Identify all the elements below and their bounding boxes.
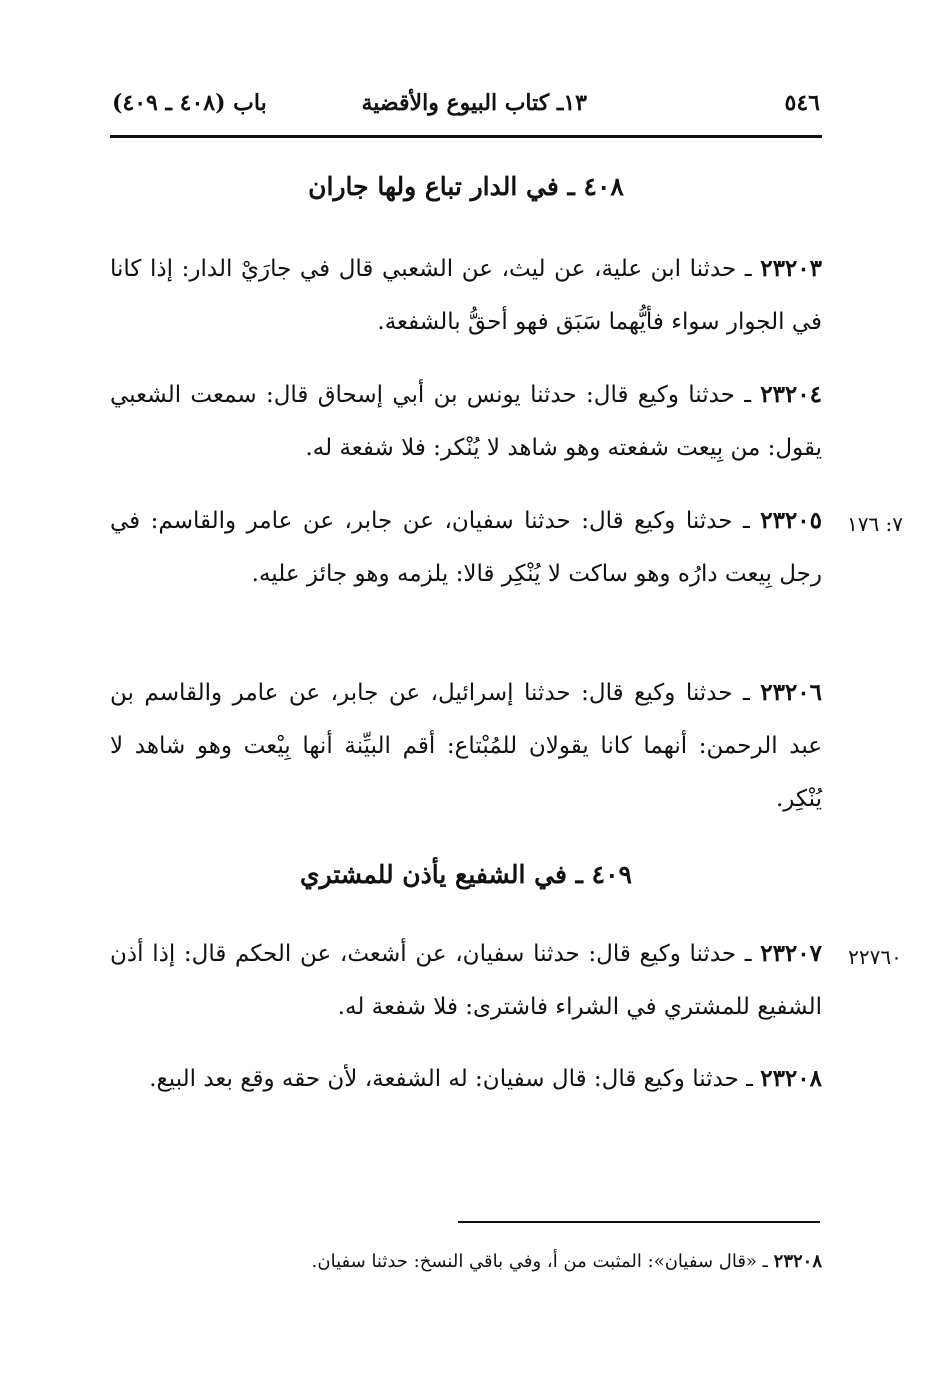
- hadith-paragraph: [110, 1052, 822, 1106]
- hadith-paragraph: [110, 666, 822, 826]
- book-title: ١٣ـ كتاب البيوع والأقضية: [361, 90, 587, 116]
- margin-reference: ٢٢٧٦٠: [848, 945, 902, 969]
- header-rule: [110, 135, 822, 138]
- section-title: ـ في الشفيع يأذن للمشتري: [300, 860, 592, 889]
- hadith-text: ـ حدثنا ابن علية، عن ليث، عن الشعبي قال في جارَيْ الدار: إذا كانا في الجوار سواء فأيُّهما سَبَق فهو أحقُّ بالشفعة.: [110, 256, 822, 335]
- running-header: [110, 88, 822, 128]
- section-number: ٤٠٨: [583, 172, 624, 201]
- hadith-text: ـ حدثنا وكيع قال: قال سفيان: له الشفعة، لأن حقه وقع بعد البيع.: [149, 1066, 761, 1092]
- hadith-text: ـ حدثنا وكيع قال: حدثنا سفيان، عن أشعث، عن الحكم قال: إذا أذن الشفيع للمشتري في الشراء فاشترى: فلا شفعة له.: [110, 941, 822, 1020]
- section-title: ـ في الدار تباع ولها جاران: [308, 172, 584, 201]
- hadith-text: ـ حدثنا وكيع قال: حدثنا سفيان، عن جابر، عن عامر والقاسم: في رجل بِيعت دارُه وهو ساكت لا يُنْكِر قالا: يلزمه وهو جائز عليه.: [110, 508, 822, 587]
- hadith-number: ٢٣٢٠٨: [760, 1065, 822, 1092]
- section-heading-409: [110, 860, 822, 889]
- section-number: ٤٠٩: [591, 860, 632, 889]
- footnote-rule: [458, 1221, 820, 1223]
- footnote-number: ٢٣٢٠٨: [773, 1251, 822, 1272]
- hadith-text: ـ حدثنا وكيع قال: حدثنا إسرائيل، عن جابر، عن عامر والقاسم بن عبد الرحمن: أنهما كانا يقولان للمُبْتاع: أقم البيِّنة أنها بِيْعت وهو شاهد لا يُنْكِر.: [110, 680, 822, 812]
- hadith-paragraph: [110, 242, 822, 349]
- hadith-paragraph: [110, 494, 822, 601]
- hadith-number: ٢٣٢٠٧: [760, 940, 822, 967]
- bab-range: باب (٤٠٨ ـ ٤٠٩): [112, 90, 267, 116]
- page-number: ٥٤٦: [784, 90, 820, 116]
- footnote-text: ـ «قال سفيان»: المثبت من أ، وفي باقي النسخ: حدثنا سفيان.: [311, 1251, 774, 1272]
- hadith-text: ـ حدثنا وكيع قال: حدثنا يونس بن أبي إسحاق قال: سمعت الشعبي يقول: من بِيعت شفعته وهو شاهد لا يُنْكر: فلا شفعة له.: [110, 382, 822, 461]
- hadith-number: ٢٣٢٠٦: [760, 679, 822, 706]
- hadith-paragraph: [110, 927, 822, 1034]
- section-heading-408: [110, 172, 822, 201]
- footnote: [110, 1247, 822, 1277]
- hadith-number: ٢٣٢٠٣: [760, 255, 822, 282]
- hadith-number: ٢٣٢٠٥: [760, 507, 822, 534]
- hadith-number: ٢٣٢٠٤: [760, 381, 822, 408]
- margin-reference: ٧: ١٧٦: [846, 512, 904, 536]
- hadith-paragraph: [110, 368, 822, 475]
